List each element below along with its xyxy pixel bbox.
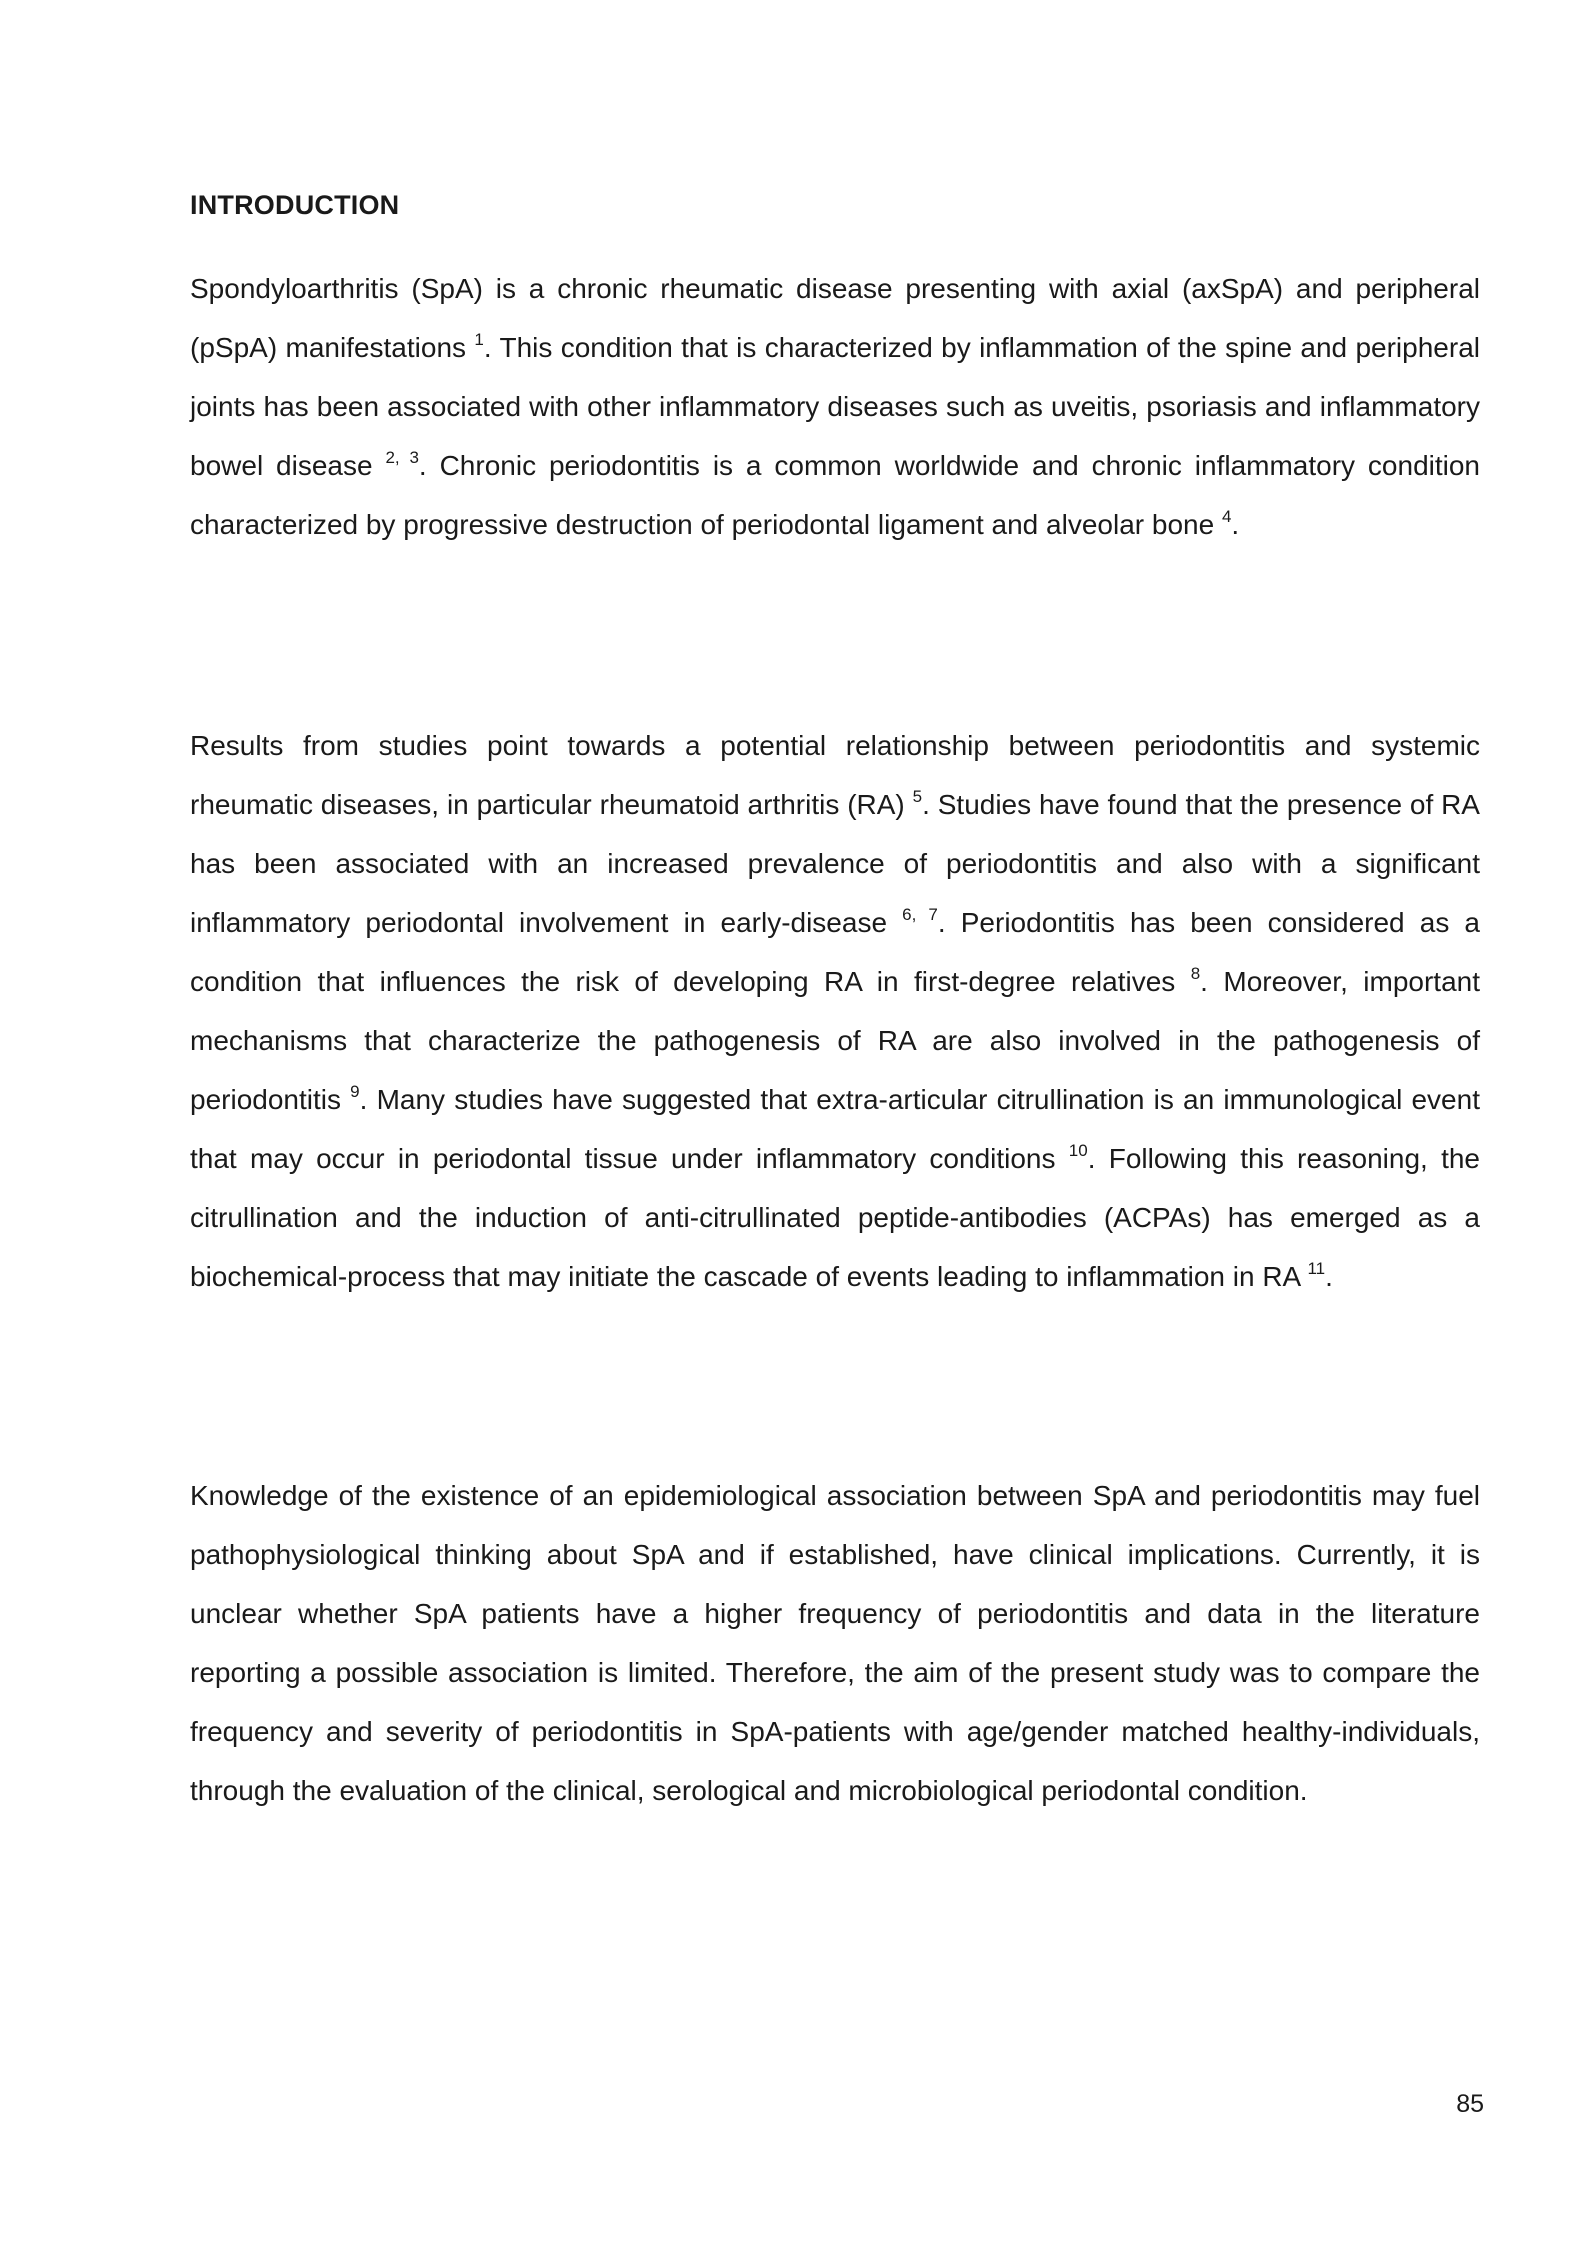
citation-ref: 2, 3 bbox=[385, 448, 419, 467]
citation-ref: 6, 7 bbox=[902, 905, 938, 924]
paragraph-2-text-4: . Many studies have suggested that extra-articular citrullination is an immunological event that may occur in periodontal tissue under inflammatory conditions bbox=[190, 1084, 1480, 1174]
paragraph-2-text-5: . Following this reasoning, the citrullination and the induction of anti-citrullinated peptide-antibodies (ACPAs) has emerged as a biochemical-process that may initiate the cascade of events leading to inflammation in RA bbox=[190, 1143, 1480, 1292]
paragraph-1-text-2: . Chronic periodontitis is a common worldwide and chronic inflammatory condition characterized by progressive destruction of periodontal ligament and alveolar bone bbox=[190, 450, 1481, 540]
paragraph-2-text-2: . Periodontitis has been considered as a condition that influences the risk of developing RA in first-degree relatives bbox=[190, 907, 1481, 997]
paragraph-2 bbox=[190, 716, 1480, 1306]
citation-ref: 11 bbox=[1307, 1259, 1326, 1278]
paragraph-1 bbox=[190, 259, 1480, 554]
paragraph-1-text-0: Spondyloarthritis (SpA) is a chronic rheumatic disease presenting with axial (axSpA) and peripheral (pSpA) manifestations bbox=[190, 273, 1480, 363]
section-heading: INTRODUCTION bbox=[190, 190, 400, 220]
page-number: 85 bbox=[1456, 2090, 1484, 2118]
citation-ref: 4 bbox=[1221, 507, 1232, 526]
citation-ref: 5 bbox=[912, 787, 923, 806]
paragraph-3: Knowledge of the existence of an epidemiological association between SpA and periodontitis may fuel pathophysiological thinking about SpA and if established, have clinical implications. Currently, it is unclear whether SpA patients have a higher frequency of periodontitis and data in the literature reporting a possible association is limited. Therefore, the aim of the present study was to compare the frequency and severity of periodontitis in SpA-patients with age/gender matched healthy-individuals, through the evaluation of the clinical, serological and microbiological periodontal condition. bbox=[190, 1480, 1480, 1806]
citation-ref: 1 bbox=[474, 330, 484, 349]
paragraph-2-text-0: Results from studies point towards a potential relationship between periodontitis and systemic rheumatic diseases, in particular rheumatoid arthritis (RA) bbox=[190, 730, 1480, 820]
paragraph-1-text-3: . bbox=[1231, 509, 1240, 540]
citation-ref: 8 bbox=[1190, 964, 1201, 983]
paragraph-1-text-1: . This condition that is characterized by inflammation of the spine and peripheral joints has been associated with other inflammatory diseases such as uveitis, psoriasis and inflammatory bowel disease bbox=[190, 332, 1480, 481]
citation-ref: 9 bbox=[350, 1082, 360, 1101]
paragraph-2-text-1: . Studies have found that the presence of RA has been associated with an increased prevalence of periodontitis and also with a significant inflammatory periodontal involvement in early-disease bbox=[190, 789, 1480, 938]
paragraph-2-text-3: . Moreover, important mechanisms that characterize the pathogenesis of RA are also involved in the pathogenesis of periodontitis bbox=[190, 966, 1480, 1115]
citation-ref: 10 bbox=[1068, 1141, 1088, 1160]
paragraph-2-text-6: . bbox=[1325, 1261, 1333, 1292]
